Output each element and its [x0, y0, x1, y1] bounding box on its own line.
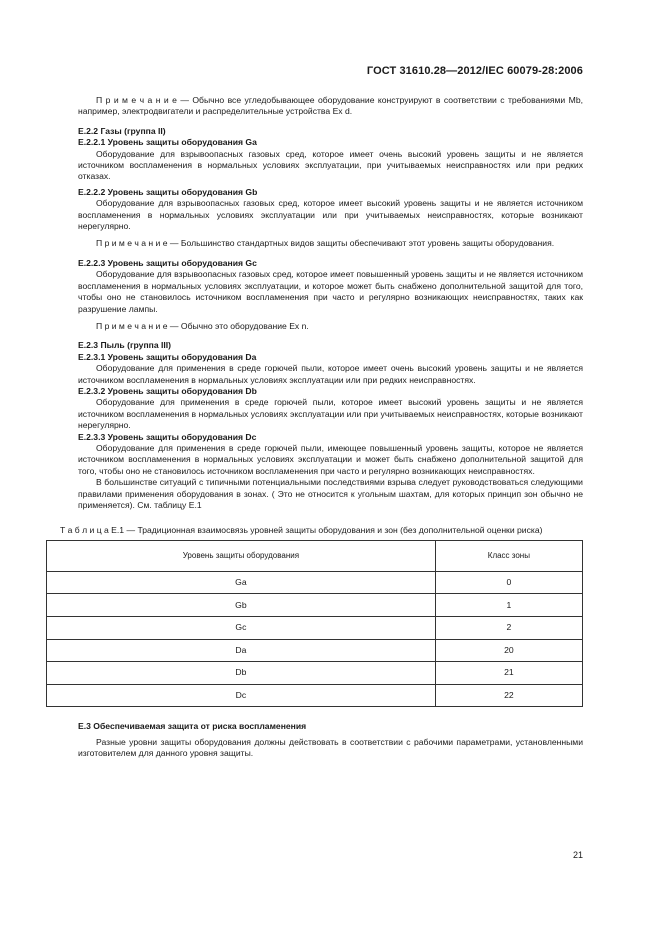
table-cell-zone: 1: [435, 594, 582, 617]
table-caption-label: Т а б л и ц а: [60, 525, 109, 536]
table-row: [47, 617, 583, 640]
table-cell-level: Dc: [47, 684, 436, 707]
table-row: [47, 639, 583, 662]
table-cell-level: Db: [47, 662, 436, 685]
table-caption-text: Е.1 — Традиционная взаимосвязь уровней защиты оборудования и зон (без дополнительной оценки риска): [108, 525, 543, 536]
section-e231-text: Оборудование для применения в среде горючей пыли, которое имеет очень высокий уровень защиты и не является источником воспламенения в нормальных условиях эксплуатации или при редких неисправностях.: [78, 363, 583, 385]
note-text: — Обычно это оборудование Ex n.: [167, 320, 309, 331]
note-1: [78, 95, 583, 118]
table-caption: [60, 525, 583, 536]
document-code-header: ГОСТ 31610.28—2012/IEC 60079-28:2006: [366, 65, 583, 77]
section-e223-title: Е.2.2.3 Уровень защиты оборудования Gc: [78, 257, 257, 268]
table-row: [47, 571, 583, 594]
table-header-row: [47, 540, 583, 571]
table-cell-zone: 21: [435, 662, 582, 685]
note-label: П р и м е ч а н и е: [96, 320, 168, 331]
section-e3-title: Е.3 Обеспечиваемая защита от риска воспламенения: [78, 721, 307, 732]
table-cell-zone: 22: [435, 684, 582, 707]
note-text: — Обычно все угледобывающее оборудование конструируют в соответствии с требованиями Mb, например, электродвигатели и распределительные устройства Ex d.: [78, 95, 583, 117]
table-cell-zone: 2: [435, 617, 582, 640]
table-row: [47, 684, 583, 707]
zones-table: [46, 540, 583, 708]
page-content: [60, 95, 583, 760]
section-e221-text: Оборудование для взрывоопасных газовых сред, которое имеет очень высокий уровень защиты и не является источником воспламенения в нормальных условиях эксплуатации, при учитываемых неисправностях или при редких отказах.: [78, 148, 583, 182]
table-header-level: Уровень защиты оборудования: [47, 540, 436, 571]
table-row: [47, 662, 583, 685]
note-2: [78, 238, 583, 249]
note-3: [78, 321, 583, 332]
page-number: 21: [572, 850, 583, 860]
section-e3-text: Разные уровни защиты оборудования должны действовать в соответствии с рабочими параметрами, установленными изготовителем для данного уровня защиты.: [78, 736, 583, 759]
section-e22-title: Е.2.2 Газы (группа II): [78, 125, 166, 136]
table-header-zone: Класс зоны: [435, 540, 582, 571]
table-cell-zone: 20: [435, 639, 582, 662]
section-e233-text: Оборудование для применения в среде горючей пыли, имеющее повышенный уровень защиты, которое не является источником воспламенения в нормальных условиях эксплуатации и может быть снабжено дополнительной защитой для того, чтобы оно не становилось источником воспламенения при часто и регулярно возникающих неисправностях.: [78, 442, 583, 476]
note-label: П р и м е ч а н и е: [96, 238, 168, 249]
table-row: [47, 594, 583, 617]
section-e222-text: Оборудование для взрывоопасных газовых сред, которое имеет высокий уровень защиты и не является источником воспламенения в нормальных условиях эксплуатации или при учитываемых неисправностях, которые возникают нерегулярно.: [78, 198, 583, 232]
note-text: — Большинство стандартных видов защиты обеспечивают этот уровень защиты оборудования.: [167, 238, 555, 249]
table-cell-level: Da: [47, 639, 436, 662]
table-cell-level: Gc: [47, 617, 436, 640]
zones-paragraph: В большинстве ситуаций с типичными потенциальными последствиями взрыва следует руководствоваться следующими правилами применения оборудования в зонах. ( Это не относится к угольным шахтам, для которых принцип зон обычно не применяется). См. таблицу Е.1: [78, 477, 583, 510]
note-label: П р и м е ч а н и е: [96, 95, 177, 105]
section-e23-title: Е.2.3 Пыль (группа III): [78, 340, 172, 351]
section-e221-title: Е.2.2.1 Уровень защиты оборудования Ga: [78, 137, 257, 148]
section-e233-title: Е.2.3.3 Уровень защиты оборудования Dc: [78, 431, 257, 442]
section-e231-title: Е.2.3.1 Уровень защиты оборудования Da: [78, 351, 257, 362]
section-e223-text: Оборудование для взрывоопасных газовых сред, которое имеет повышенный уровень защиты и не является источником воспламенения в нормальных условиях эксплуатации, и которое может быть снабжено дополнительной защитой для того, чтобы оно не становилось источником воспламенения при часто и регулярно возникающих неисправностях, таких как разрушение лампы.: [78, 269, 583, 314]
section-e222-title: Е.2.2.2 Уровень защиты оборудования Gb: [78, 186, 258, 197]
table-cell-level: Gb: [47, 594, 436, 617]
section-e232-text: Оборудование для применения в среде горючей пыли, которое имеет высокий уровень защиты и не является источником воспламенения в нормальных условиях эксплуатации или при учитываемых неисправностях, которые возникают нерегулярно.: [78, 397, 583, 431]
table-cell-zone: 0: [435, 571, 582, 594]
section-e232-title: Е.2.3.2 Уровень защиты оборудования Db: [78, 385, 257, 396]
table-cell-level: Ga: [47, 571, 436, 594]
